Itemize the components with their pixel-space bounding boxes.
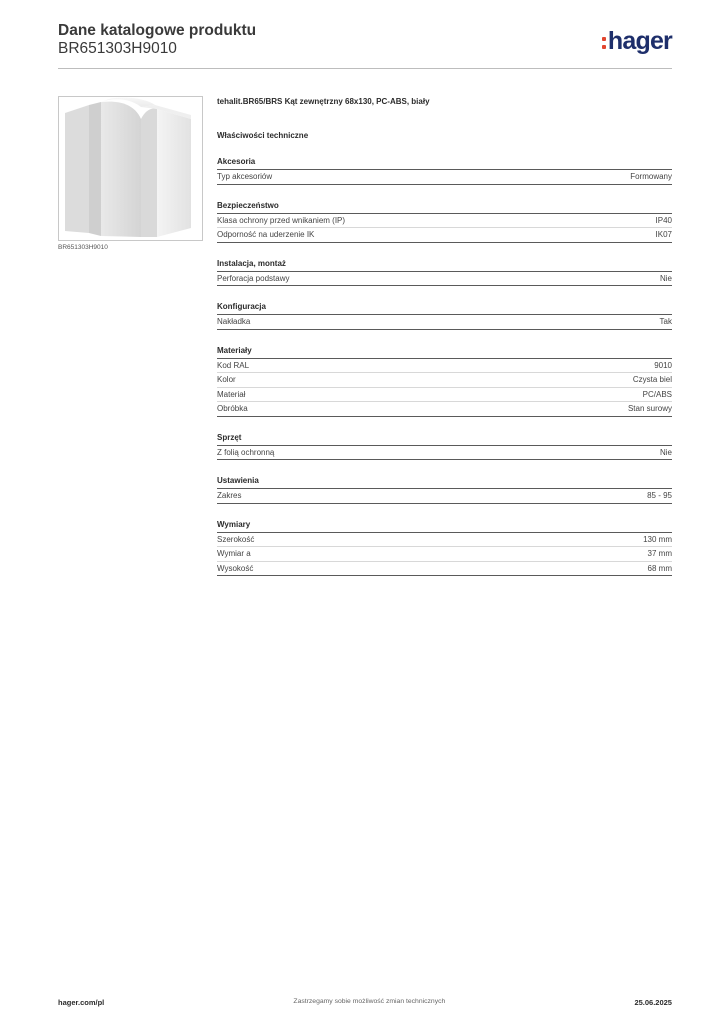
property-value: 37 mm [647, 549, 672, 558]
property-section [217, 156, 672, 185]
section-title: Instalacja, montaż [217, 258, 672, 272]
section-title: Konfiguracja [217, 301, 672, 315]
property-value: Stan surowy [627, 404, 672, 413]
property-value: IK07 [655, 230, 672, 239]
property-row [217, 272, 672, 287]
property-section [217, 345, 672, 417]
property-value: Nie [659, 447, 672, 457]
property-value: Czysta biel [632, 375, 672, 384]
section-title: Sprzęt [217, 432, 672, 446]
property-label: Szerokość [217, 534, 255, 544]
property-label: Typ akcesoriów [217, 172, 273, 181]
section-title: Materiały [217, 345, 672, 359]
property-value: 130 mm [643, 534, 672, 544]
property-row [217, 170, 672, 185]
logo-text: hager [607, 26, 672, 55]
property-value: PC/ABS [642, 389, 672, 399]
properties-title: Właściwości techniczne [217, 131, 309, 140]
property-value: 68 mm [647, 563, 672, 573]
image-caption: BR651303H9010 [58, 244, 108, 251]
property-row [217, 228, 672, 243]
footer-website: hager.com/pl [58, 998, 105, 1007]
property-value: 85 - 95 [647, 491, 672, 500]
hager-logo [602, 26, 672, 56]
document-title: Dane katalogowe produktu [58, 22, 257, 39]
properties-sections [217, 156, 672, 576]
property-row [217, 214, 672, 229]
property-row [217, 359, 672, 374]
footer-date: 25.06.2025 [634, 998, 672, 1007]
property-section [217, 258, 672, 287]
property-label: Kod RAL [217, 360, 250, 370]
property-row [217, 315, 672, 330]
page-footer [58, 998, 672, 1007]
property-row [217, 446, 672, 461]
property-row [217, 489, 672, 504]
property-row [217, 373, 672, 388]
property-label: Zakres [217, 491, 242, 500]
property-label: Wymiar a [217, 549, 251, 558]
header-divider [58, 68, 672, 69]
property-value: Formowany [630, 172, 672, 181]
property-label: Z folią ochronną [217, 447, 275, 457]
property-label: Wysokość [217, 563, 254, 573]
property-value: Tak [659, 317, 672, 326]
footer-note: Zastrzegamy sobie możliwość zmian technicznych [293, 998, 446, 1005]
property-label: Odporność na uderzenie IK [217, 230, 315, 239]
property-section [217, 432, 672, 461]
property-row [217, 533, 672, 548]
property-row [217, 388, 672, 403]
property-row [217, 402, 672, 417]
corner-piece-illustration [59, 97, 202, 240]
section-title: Ustawienia [217, 475, 672, 489]
product-code: BR651303H9010 [58, 40, 177, 57]
property-row [217, 562, 672, 577]
section-title: Wymiary [217, 519, 672, 533]
product-details [217, 96, 672, 576]
property-value: Nie [659, 273, 672, 283]
property-label: Obróbka [217, 404, 248, 413]
property-label: Kolor [217, 375, 236, 384]
property-section [217, 301, 672, 330]
property-label: Klasa ochrony przed wnikaniem (IP) [217, 215, 346, 225]
property-section [217, 200, 672, 243]
property-section [217, 475, 672, 504]
section-title: Akcesoria [217, 156, 672, 170]
property-label: Materiał [217, 389, 246, 399]
product-image [58, 96, 203, 241]
property-section [217, 519, 672, 577]
property-label: Perforacja podstawy [217, 273, 290, 283]
product-description: tehalit.BR65/BRS Kąt zewnętrzny 68x130, PC-ABS, biały [217, 97, 430, 106]
property-value: IP40 [655, 215, 672, 225]
property-row [217, 547, 672, 562]
property-label: Nakładka [217, 317, 251, 326]
property-value: 9010 [654, 360, 672, 370]
logo-dots-icon [602, 37, 606, 49]
section-title: Bezpieczeństwo [217, 200, 672, 214]
page-header [58, 22, 672, 70]
